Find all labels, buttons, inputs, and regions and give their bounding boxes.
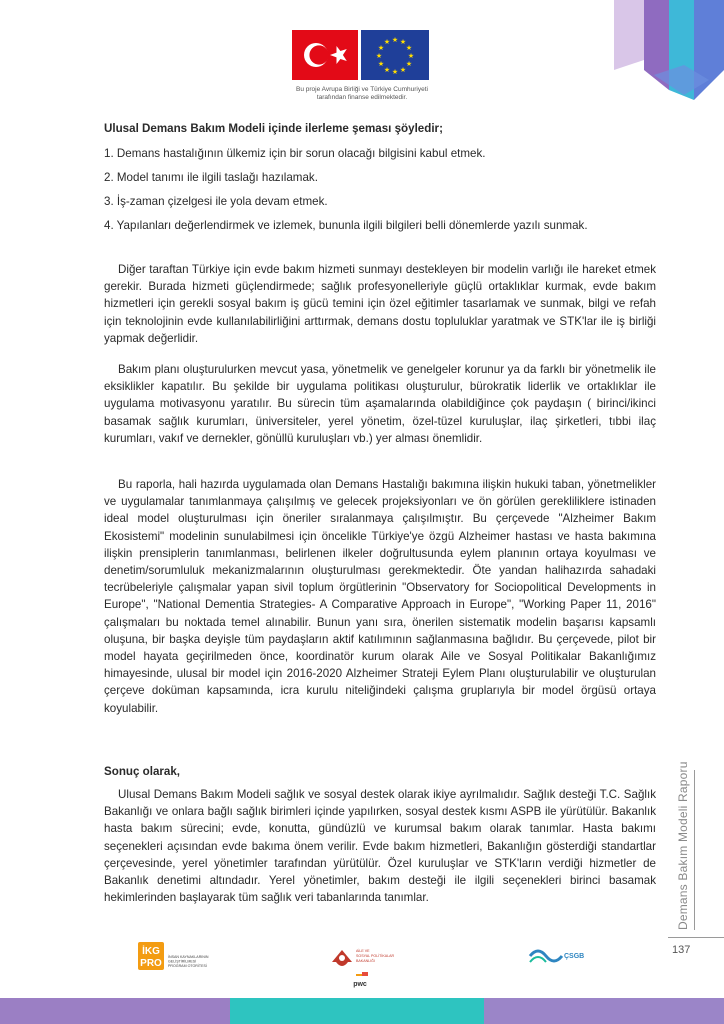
side-divider xyxy=(694,770,695,930)
funding-line-2: tarafından finanse edilmektedir. xyxy=(316,94,408,101)
body-paragraph: Bakım planı oluşturulurken mevcut yasa, yönetmelik ve genelgeler korunur ya da farklı bir yönetmelik ile eksiklikler kapatılır. Bu şekilde bir uygulama politikası oluşturulur, bürokratik liderlik ve ortaklıklar ile uygulama motivasyonu yaratılır. Bu sürecin tüm aşamalarında olabildiğince çok paydaşın ( birinci/ikinci basamak sağlık kurumları, üniversiteler, yerel yönetim, özel-tüzel kuruluşlar, ilaç şirketleri, tıbbi ilaç kurumları, vakıf ve dernekler, gönüllü kuruluşları vb.) yer alması önemlidir. xyxy=(104,363,656,445)
funding-line-1: Bu proje Avrupa Birliği ve Türkiye Cumhuriyeti xyxy=(296,86,428,93)
svg-text:★: ★ xyxy=(377,45,385,52)
footer-segment xyxy=(230,998,484,1024)
svg-text:★: ★ xyxy=(405,45,413,52)
aile-sub-1: AİLE VE xyxy=(356,949,370,953)
body-paragraph: Bu raporla, hali hazırda uygulamada olan Demans Hastalığı bakımına ilişkin hukuki taban, yönetmelikler ve uygulamalar tanımlanmaya çalışılmış ve gelecek projeksiyonları ve ön görülen gerekliliklere istinaden ideal model oluşturulması için öneriler sıralanmaya çalışılmıştır. Bu çerçevede "Alzheimer Bakım Ekosistemi" modelinin sunulabilmesi için öncelikle Türkiye'ye özgü Alzheimer hastası ve hasta bakımına ilişkin prensiplerin tanımlanması, belirlenen ilkeler doğrultusunda eylem planının ortaya koyulması ve denetim/sorumluluk mekanizmalarının oluşturulması gerekmektedir. Öte yandan halihazırda sahadaki tecrübeleriyle çalışmalar yapan sivil toplum örgütlerinin "Observatory for Sociopolitical Developments in Europe", "National Dementia Strategies- A Comparative Approach in Europe", "Working Paper 11, 2016" çalışmaları bu noktada temel alınabilir. Bunun yanı sıra, önerilen sistematik modelin başarısı kapsamlı oluşuna, bir başka deyişle tüm paydaşların aktif katılımının sağlanmasına bağlıdır. Bu çerçevede, pilot bir model hayata geçirilmeden önce, koordinatör kurum olarak Aile ve Sosyal Politikalar Bakanlığımız himayesinde, ulusal bir model için 2016-2020 Alzheimer Strateji Eylem Planı oluşturulabilir ve oluşturulan çerçeve doküman kapsamında, icra kurulu niteliğindeki çalışma gruplarıyla bir model örgüsü ortaya koyulabilir. xyxy=(104,478,656,715)
page-number: 137 xyxy=(672,944,691,956)
svg-text:★: ★ xyxy=(407,53,415,60)
ikg-text: İKG xyxy=(142,946,160,957)
svg-text:★: ★ xyxy=(399,39,407,46)
svg-text:★: ★ xyxy=(391,37,399,44)
footer-segment xyxy=(484,998,724,1024)
footer-color-bar xyxy=(0,998,724,1024)
pro-text: PRO xyxy=(140,958,162,969)
csgb-logo xyxy=(528,944,598,970)
pwc-text: pwc xyxy=(353,981,367,988)
svg-text:★: ★ xyxy=(375,53,383,60)
svg-text:★: ★ xyxy=(405,61,413,68)
svg-text:★: ★ xyxy=(391,69,399,76)
svg-text:★: ★ xyxy=(399,67,407,74)
ministry-logo xyxy=(328,940,398,988)
list-item: 2. Model tanımı ile ilgili taslağı hazılamak. xyxy=(104,171,318,184)
ikg-pro-logo xyxy=(138,942,228,972)
corner-decoration xyxy=(614,0,724,110)
ikg-sub-2: GELİŞTİRİLMESİ xyxy=(168,959,197,964)
aile-sub-2: SOSYAL POLİTİKALAR xyxy=(356,954,395,958)
funding-note xyxy=(262,86,462,102)
turkish-flag-icon xyxy=(292,30,358,80)
aile-sub-3: BAKANLIĞI xyxy=(356,959,375,963)
csgb-text: ÇSGB xyxy=(564,953,585,960)
svg-text:★: ★ xyxy=(383,39,391,46)
ikg-sub-3: PROGRAM OTORİTESİ xyxy=(168,964,207,968)
footer-segment xyxy=(0,998,230,1024)
conclusion-heading: Sonuç olarak, xyxy=(104,765,181,778)
svg-text:★: ★ xyxy=(377,61,385,68)
list-item: 3. İş-zaman çizelgesi ile yola devam etmek. xyxy=(104,195,328,208)
list-item: 1. Demans hastalığının ülkemiz için bir sorun olacağı bilgisini kabul etmek. xyxy=(104,147,486,160)
conclusion-paragraph: Ulusal Demans Bakım Modeli sağlık ve sosyal destek olarak ikiye ayrılmalıdır. Sağlık desteği T.C. Sağlık Bakanlığı ve onlara bağlı sağlık birimleri içinde yapılırken, sosyal destek kısmı ASPB ile yürütülür. Bakanlık hasta bakım sürecini; evde, konutta, gündüzlü ve kurumsal bakım olarak tanımlar. Hasta bakımı seçenekleri açısından evde bakıma önem verilir. Evde bakım hizmetleri, Bakanlığın gösterdiği standartlar çerçevesinde, yerel yönetimler tarafından yürütülür. Özel kuruluşlar ve STK'ların verdiği hizmetler de Bakanlık denetimi altındadır. Yerel yönetimler, bakım desteği ile ilgili seçenekleri birinci basamak hekimlerinden başlayarak tüm sağlık veri tabanlarında tanımlar. xyxy=(104,788,656,905)
eu-flag-icon xyxy=(361,30,429,80)
ikg-sub-1: İNSAN KAYNAKLARININ xyxy=(168,955,209,959)
list-item: 4. Yapılanları değerlendirmek ve izlemek, bununla ilgili bilgileri belli dönemlerde yazılı sunmak. xyxy=(104,219,588,232)
body-paragraph: Diğer taraftan Türkiye için evde bakım hizmeti sunmayı destekleyen bir modelin varlığı ile hareket etmek gerekir. Burada hizmeti güçlendirmede; sağlık profesyonelleriyle güçlü ortaklıklar kurmak, evde bakım hizmetleri için gerekli sosyal bakım iş gücü temini için özel eğitimler tasarlamak ve sunmak, bilgi ve refah için teknolojinin evde kullanılabilirliğini arttırmak, demans dostu topluluklar yaratmak ve STK'lar ile iş birliği yapmak değerlidir. xyxy=(104,263,656,345)
side-title xyxy=(670,760,690,930)
svg-text:★: ★ xyxy=(383,67,391,74)
section-heading: Ulusal Demans Bakım Modeli içinde ilerleme şeması şöyledir; xyxy=(104,122,443,135)
page-number-rule xyxy=(668,937,724,938)
side-title-text: Demans Bakım Modeli Raporu xyxy=(676,761,690,930)
